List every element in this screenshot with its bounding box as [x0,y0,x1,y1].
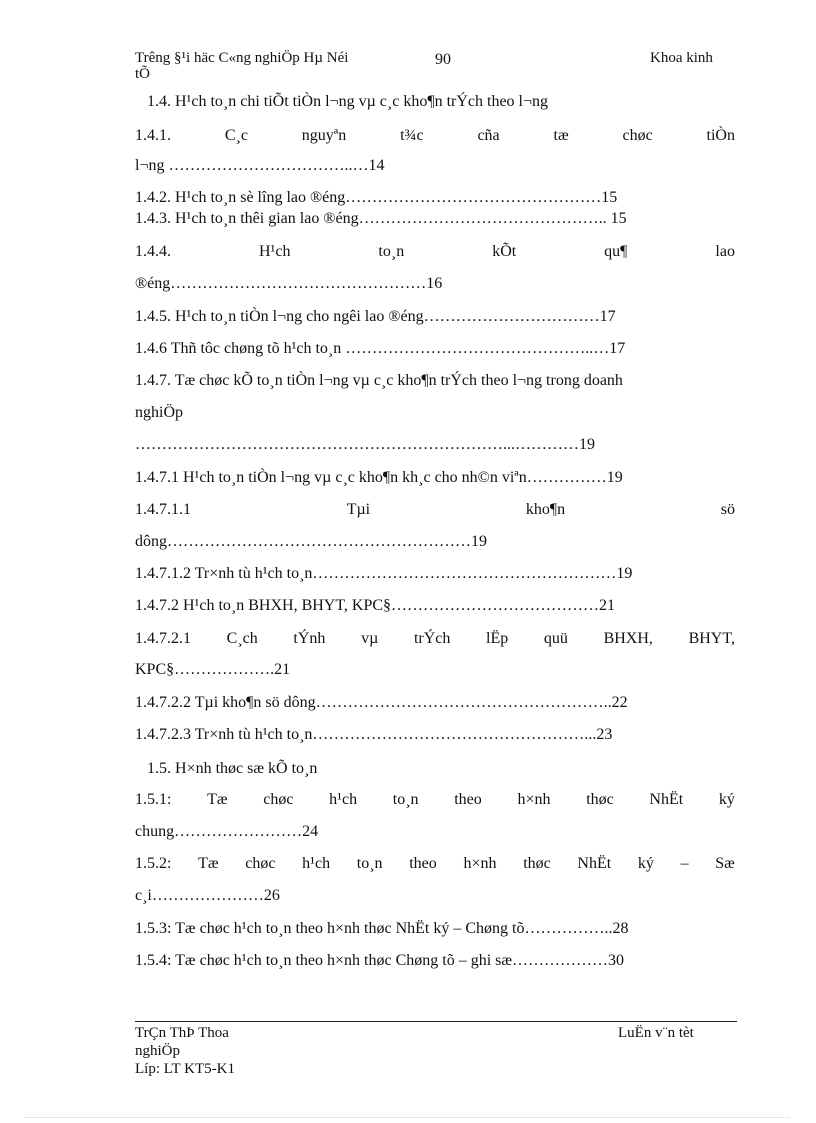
toc-word: h×nh [517,791,551,808]
toc-entry: l¬ng ……………………………..…14 [135,157,385,174]
toc-word: chøc [263,791,294,808]
toc-word: C¸ch [226,630,258,647]
toc-word: t¾c [400,127,424,144]
toc-entry: 1.4.3. H¹ch to¸n thêi gian lao ®éng……………………………………….. 15 [135,210,627,227]
toc-word: quü [543,630,568,647]
toc-word: Sæ [715,855,735,872]
toc-entry: 1.4.7.2.2 Tµi kho¶n sö dông………………………………………………..22 [135,694,628,711]
class-label: Líp: LT KT5-K1 [135,1061,235,1077]
toc-word: h×nh [463,855,497,872]
toc-word: ký [637,855,654,872]
toc-entry: 1.4.7.2.3 Tr×nh tù h¹ch to¸n……………………………………………...23 [135,726,613,743]
toc-word: sö [720,501,735,518]
toc-entry: 1.4.6 Thñ tôc chøng tõ h¹ch to¸n ………………………………………..…17 [135,340,626,357]
author-name: TrÇn ThÞ Thoa [135,1025,229,1041]
toc-word: Tµi [346,501,371,518]
toc-entry: 1.4.7. Tæ chøc kÕ to¸n tiÒn l¬ng vµ c¸c kho¶n trÝch theo l¬ng trong doanh [135,372,623,389]
thesis-label: LuËn v¨n tèt [618,1025,694,1041]
toc-word: lao [715,243,735,260]
toc-entry: 1.5.3: Tæ chøc h¹ch to¸n theo h×nh thøc NhËt ký – Chøng tõ……………..28 [135,920,629,937]
toc-entry-justified [135,855,735,873]
toc-word: chøc [622,127,653,144]
toc-entry: nghiÖp [135,404,183,421]
toc-entry: dông…………………………………………………19 [135,533,487,550]
toc-word: tiÒn [706,127,735,144]
toc-word: 1.4.1. [135,127,171,144]
toc-word: chøc [245,855,276,872]
toc-word: h¹ch [329,791,358,808]
toc-word: tÝnh [293,630,326,647]
toc-entry: 1.5.4: Tæ chøc h¹ch to¸n theo h×nh thøc Chøng tõ – ghi sæ………………30 [135,952,625,969]
toc-word: qu¶ [604,243,628,260]
toc-entry: 1.4.2. H¹ch to¸n sè lîng lao ®éng…………………………………………15 [135,189,618,206]
page-number: 90 [435,51,451,68]
toc-word: cña [477,127,500,144]
toc-entry: 1.4. H¹ch to¸n chi tiÕt tiÒn l¬ng vµ c¸c kho¶n trÝch theo l¬ng [147,93,549,110]
faculty-name: Khoa kinh [650,50,713,66]
toc-word: vµ [361,630,379,647]
toc-word: BHXH, [603,630,653,647]
toc-word: 1.4.7.2.1 [135,630,191,647]
toc-word: thøc [523,855,551,872]
toc-word: theo [454,791,482,808]
toc-word: trÝch [413,630,451,647]
toc-word: 1.4.7.1.1 [135,501,191,518]
toc-word: lËp [486,630,509,647]
toc-word: BHYT, [688,630,735,647]
toc-word: 1.5.1: [135,791,172,808]
toc-word: 1.5.2: [135,855,172,872]
toc-word: Tæ [198,855,219,872]
toc-entry-justified [135,243,735,261]
toc-entry: chung……………………24 [135,823,319,840]
toc-entry: 1.4.7.1 H¹ch to¸n tiÒn l¬ng vµ c¸c kho¶n kh¸c cho nh©n viªn……………19 [135,469,623,486]
toc-entry-justified [135,127,735,145]
toc-word: thøc [586,791,614,808]
toc-entry: 1.4.5. H¹ch to¸n tiÒn l¬ng cho ngêi lao ®éng……………………………17 [135,308,616,325]
toc-entry: ……………………………………………………………...…………19 [135,436,595,453]
toc-entry: 1.4.7.2 H¹ch to¸n BHXH, BHYT, KPC§…………………………………21 [135,597,616,614]
toc-entry-justified [135,501,735,519]
toc-word: 1.4.4. [135,243,171,260]
toc-word: to¸n [392,791,419,808]
school-name: Trêng §¹i häc C«ng nghiÖp Hµ Néi tÕ [135,50,349,82]
toc-word: NhËt [577,855,612,872]
toc-word: theo [409,855,437,872]
toc-entry-justified [135,630,735,648]
toc-entry: 1.5. H×nh thøc sæ kÕ to¸n [147,760,318,777]
toc-word: Tæ [207,791,228,808]
page-header [135,50,735,86]
toc-word: kÕt [492,243,517,260]
toc-word: NhËt [649,791,684,808]
toc-word: – [680,855,689,872]
toc-word: to¸n [356,855,383,872]
toc-entry: KPC§……………….21 [135,661,291,678]
toc-entry: ®éng…………………………………………16 [135,275,443,292]
toc-word: H¹ch [258,243,291,260]
toc-word: nguyªn [301,127,347,144]
toc-word: tæ [553,127,569,144]
page-bottom-edge [25,1117,790,1118]
toc-entry: c¸i…………………26 [135,887,280,904]
toc-word: to¸n [378,243,405,260]
footer-divider [135,1021,737,1022]
thesis-label-continued: nghiÖp [135,1043,180,1059]
toc-word: ký [718,791,735,808]
toc-word: h¹ch [302,855,331,872]
toc-entry-justified [135,791,735,809]
toc-word: C¸c [224,127,248,144]
toc-entry: 1.4.7.1.2 Tr×nh tù h¹ch to¸n…………………………………………………19 [135,565,633,582]
toc-word: kho¶n [525,501,566,518]
